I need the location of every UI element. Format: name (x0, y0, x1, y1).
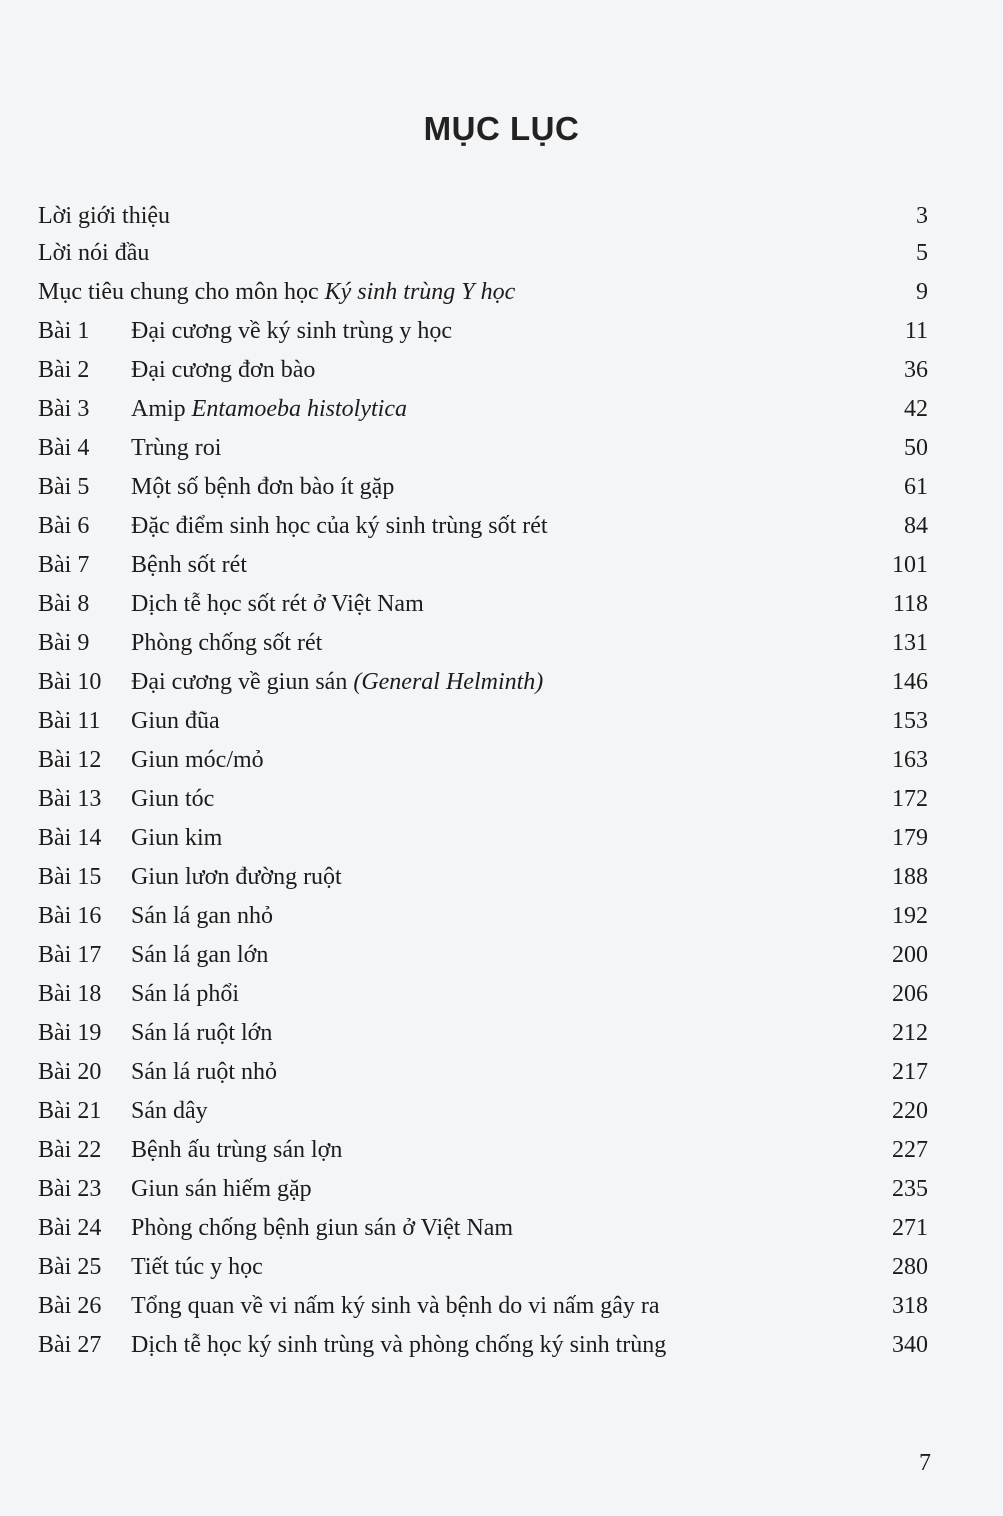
lesson-page-number: 212 (892, 1020, 928, 1046)
lesson-page-number: 206 (892, 981, 928, 1007)
lesson-title: Phòng chống bệnh giun sán ở Việt Nam (131, 1215, 514, 1241)
lesson-label: Bài 15 (38, 864, 102, 890)
lesson-page-number: 200 (892, 942, 928, 968)
lesson-page-number: 84 (904, 513, 928, 539)
lesson-label: Bài 14 (38, 825, 102, 851)
toc-entry-lesson (38, 429, 928, 468)
lesson-label: Bài 25 (38, 1254, 102, 1280)
lesson-label: Bài 6 (38, 513, 90, 539)
toc-entry-lesson (38, 1326, 928, 1365)
toc-entry-lesson (38, 858, 928, 897)
lesson-title (131, 390, 407, 429)
lesson-page-number: 318 (892, 1293, 928, 1319)
table-of-contents (38, 197, 928, 1365)
lesson-page-number: 163 (892, 747, 928, 773)
lesson-title: Trùng roi (131, 435, 222, 461)
lesson-page-number: 340 (892, 1332, 928, 1358)
lesson-page-number: 220 (892, 1098, 928, 1124)
lesson-title: Tổng quan về vi nấm ký sinh và bệnh do vi nấm gây ra (131, 1293, 660, 1319)
toc-entry-front-matter (38, 234, 928, 273)
toc-entry-lesson (38, 936, 928, 975)
toc-entry-lesson (38, 663, 928, 702)
lesson-label: Bài 3 (38, 396, 90, 422)
lesson-title-prefix: Amip (131, 396, 192, 422)
lesson-label: Bài 19 (38, 1020, 102, 1046)
lesson-page-number: 192 (892, 903, 928, 929)
lesson-label: Bài 5 (38, 474, 90, 500)
lesson-page-number: 61 (904, 474, 928, 500)
toc-entry-lesson (38, 468, 928, 507)
lesson-label: Bài 23 (38, 1176, 102, 1202)
lesson-page-number: 153 (892, 708, 928, 734)
lesson-title: Đại cương về ký sinh trùng y học (131, 318, 452, 344)
lesson-title: Giun tóc (131, 786, 215, 812)
lesson-title: Sán dây (131, 1098, 208, 1124)
lesson-label: Bài 18 (38, 981, 102, 1007)
entry-title (38, 273, 515, 312)
lesson-page-number: 188 (892, 864, 928, 890)
lesson-title-prefix: Đại cương về giun sán (131, 669, 354, 695)
lesson-label: Bài 26 (38, 1293, 102, 1319)
lesson-list (38, 312, 928, 1365)
toc-entry-lesson (38, 585, 928, 624)
toc-entry-lesson (38, 897, 928, 936)
lesson-title (131, 663, 543, 702)
toc-entry-lesson (38, 1209, 928, 1248)
lesson-title: Tiết túc y học (131, 1254, 263, 1280)
lesson-page-number: 172 (892, 786, 928, 812)
toc-entry-front-matter (38, 197, 928, 234)
lesson-title: Bệnh ấu trùng sán lợn (131, 1137, 343, 1163)
toc-entry-lesson (38, 507, 928, 546)
lesson-label: Bài 27 (38, 1332, 102, 1358)
lesson-title: Phòng chống sốt rét (131, 630, 323, 656)
lesson-page-number: 101 (892, 552, 928, 578)
lesson-page-number: 227 (892, 1137, 928, 1163)
toc-entry-lesson (38, 1248, 928, 1287)
lesson-label: Bài 9 (38, 630, 90, 656)
lesson-title: Một số bệnh đơn bào ít gặp (131, 474, 395, 500)
toc-entry-objectives (38, 273, 928, 312)
lesson-label: Bài 22 (38, 1137, 102, 1163)
toc-entry-lesson (38, 1053, 928, 1092)
lesson-title-italic: (General Helminth) (353, 669, 544, 695)
lesson-label: Bài 10 (38, 669, 102, 695)
lesson-title: Dịch tễ học ký sinh trùng và phòng chống ký sinh trùng (131, 1332, 667, 1358)
lesson-title: Bệnh sốt rét (131, 552, 247, 578)
lesson-page-number: 131 (892, 630, 928, 656)
lesson-title: Dịch tễ học sốt rét ở Việt Nam (131, 591, 424, 617)
lesson-label: Bài 16 (38, 903, 102, 929)
lesson-title: Giun đũa (131, 708, 220, 734)
toc-entry-lesson (38, 975, 928, 1014)
lesson-page-number: 36 (904, 357, 928, 383)
lesson-label: Bài 4 (38, 435, 90, 461)
lesson-page-number: 217 (892, 1059, 928, 1085)
toc-entry-lesson (38, 351, 928, 390)
lesson-title: Sán lá ruột nhỏ (131, 1059, 277, 1085)
entry-page-number: 9 (916, 279, 928, 305)
page-title: MỤC LỤC (423, 110, 580, 147)
lesson-label: Bài 2 (38, 357, 90, 383)
toc-entry-lesson (38, 780, 928, 819)
toc-entry-lesson (38, 702, 928, 741)
toc-entry-lesson (38, 741, 928, 780)
entry-title-prefix: Mục tiêu chung cho môn học (38, 279, 325, 305)
lesson-label: Bài 1 (38, 318, 90, 344)
toc-entry-lesson (38, 1287, 928, 1326)
entry-title: Lời giới thiệu (38, 203, 171, 229)
lesson-title: Sán lá gan lớn (131, 942, 269, 968)
toc-entry-lesson (38, 624, 928, 663)
lesson-label: Bài 20 (38, 1059, 102, 1085)
entry-title-italic: Ký sinh trùng Y học (324, 279, 516, 305)
toc-entry-lesson (38, 1170, 928, 1209)
toc-entry-lesson (38, 1092, 928, 1131)
lesson-title: Đặc điểm sinh học của ký sinh trùng sốt rét (131, 513, 548, 539)
toc-entry-lesson (38, 546, 928, 585)
lesson-page-number: 118 (892, 591, 928, 617)
lesson-page-number: 42 (904, 396, 928, 422)
lesson-page-number: 280 (892, 1254, 928, 1280)
lesson-label: Bài 13 (38, 786, 102, 812)
toc-entry-lesson (38, 1131, 928, 1170)
lesson-label: Bài 21 (38, 1098, 102, 1124)
entry-page-number: 3 (916, 203, 928, 229)
lesson-title: Giun lươn đường ruột (131, 864, 342, 890)
lesson-title-italic: Entamoeba histolytica (191, 396, 407, 422)
lesson-page-number: 50 (904, 435, 928, 461)
entry-page-number: 5 (916, 240, 928, 266)
lesson-page-number: 11 (904, 318, 928, 344)
lesson-page-number: 235 (892, 1176, 928, 1202)
lesson-title: Sán lá gan nhỏ (131, 903, 273, 929)
lesson-label: Bài 8 (38, 591, 90, 617)
lesson-title: Đại cương đơn bào (131, 357, 316, 383)
lesson-title: Giun kim (131, 825, 223, 851)
lesson-label: Bài 24 (38, 1215, 102, 1241)
page-number: 7 (919, 1450, 931, 1476)
lesson-page-number: 179 (892, 825, 928, 851)
lesson-page-number: 146 (892, 669, 928, 695)
lesson-title: Sán lá ruột lớn (131, 1020, 273, 1046)
toc-entry-lesson (38, 312, 928, 351)
lesson-title: Giun sán hiếm gặp (131, 1176, 312, 1202)
toc-entry-lesson (38, 1014, 928, 1053)
entry-title: Lời nói đầu (38, 240, 150, 266)
lesson-page-number: 271 (892, 1215, 928, 1241)
lesson-label: Bài 11 (38, 708, 101, 734)
lesson-title: Sán lá phổi (131, 981, 239, 1007)
toc-entry-lesson (38, 819, 928, 858)
toc-entry-lesson (38, 390, 928, 429)
lesson-label: Bài 17 (38, 942, 102, 968)
lesson-label: Bài 12 (38, 747, 102, 773)
lesson-title: Giun móc/mỏ (131, 747, 264, 773)
lesson-label: Bài 7 (38, 552, 90, 578)
